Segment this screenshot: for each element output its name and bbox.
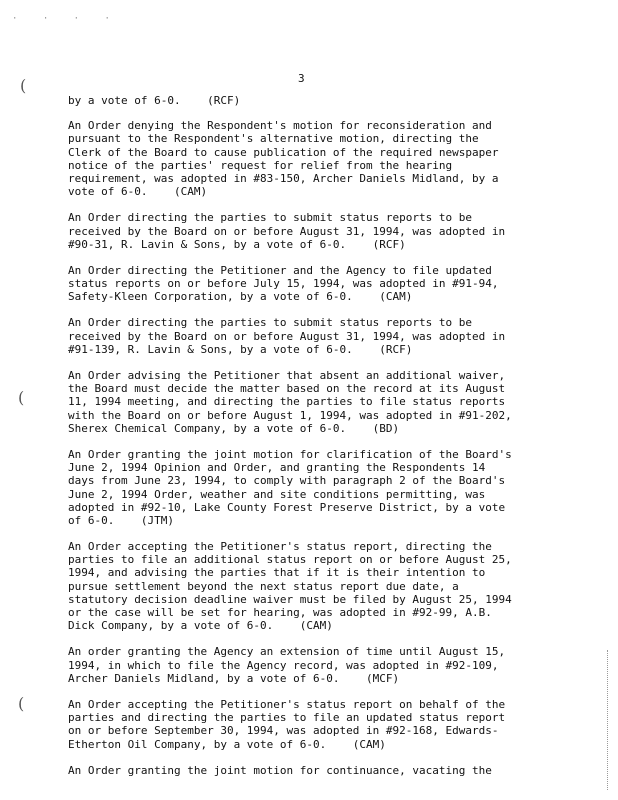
text-line: statutory decision deadline waiver must be filed by August 25, 1994 xyxy=(68,592,512,606)
order-paragraph xyxy=(68,316,542,356)
text-line: An Order accepting the Petitioner's status report on behalf of the xyxy=(68,697,506,711)
text-line: #91-139, R. Lavin & Sons, by a vote of 6-0. (RCF) xyxy=(68,342,413,356)
text-line: An Order directing the parties to submit status reports to be xyxy=(68,211,472,225)
text-line: 1994, in which to file the Agency record, was adopted in #92-109, xyxy=(68,658,499,672)
text-line: by a vote of 6-0. (RCF) xyxy=(68,94,241,107)
text-line: vote of 6-0. (CAM) xyxy=(68,185,208,199)
order-paragraph xyxy=(68,698,542,751)
text-line: June 2, 1994 Order, weather and site conditions permitting, was xyxy=(68,487,486,501)
text-line: An Order granting the joint motion for continuance, vacating the xyxy=(68,763,492,777)
text-line: Safety-Kleen Corporation, by a vote of 6-0. (CAM) xyxy=(68,290,413,304)
margin-mark-middle: ( xyxy=(18,388,25,407)
text-line: adopted in #92-10, Lake County Forest Preserve District, by a vote xyxy=(68,500,506,514)
text-line: notice of the parties' request for relief from the hearing xyxy=(68,158,453,172)
text-line: days from June 23, 1994, to comply with paragraph 2 of the Board's xyxy=(68,474,506,488)
text-line: requirement, was adopted in #83-150, Archer Daniels Midland, by a xyxy=(68,171,499,185)
text-line: An Order accepting the Petitioner's status report, directing the xyxy=(68,540,492,554)
margin-mark-bottom: ( xyxy=(18,694,25,713)
text-line: An Order advising the Petitioner that absent an additional waiver, xyxy=(68,369,506,382)
text-line: received by the Board on or before August 31, 1994, was adopted in xyxy=(68,329,506,343)
text-line: An Order directing the parties to submit status reports to be xyxy=(68,316,472,330)
text-line: Sherex Chemical Company, by a vote of 6-0. (BD) xyxy=(68,421,400,435)
order-paragraph xyxy=(68,540,542,632)
text-line: Etherton Oil Company, by a vote of 6-0. (CAM) xyxy=(68,737,386,751)
text-line: pursuant to the Respondent's alternative motion, directing the xyxy=(68,132,479,146)
order-paragraph xyxy=(68,119,542,198)
scan-artifact-dots: · · · · xyxy=(12,14,120,24)
text-line: 11, 1994 meeting, and directing the parties to file status reports xyxy=(68,395,506,409)
order-paragraph xyxy=(68,264,542,304)
text-line: with the Board on or before August 1, 1994, was adopted in #91-202, xyxy=(68,408,512,422)
text-line: An Order directing the Petitioner and the Agency to file updated xyxy=(68,263,492,277)
page-number: 3 xyxy=(298,72,305,85)
text-line: status reports on or before July 15, 1994, was adopted in #91-94, xyxy=(68,277,499,291)
text-line: received by the Board on or before August 31, 1994, was adopted in xyxy=(68,224,506,238)
text-line: #90-31, R. Lavin & Sons, by a vote of 6-0. (RCF) xyxy=(68,237,406,251)
text-line: parties to file an additional status report on or before August 25, xyxy=(68,553,512,567)
text-line: Clerk of the Board to cause publication of the required newspaper xyxy=(68,145,499,159)
text-line: June 2, 1994 Opinion and Order, and granting the Respondents 14 xyxy=(68,461,486,475)
order-paragraph xyxy=(68,94,542,107)
document-body xyxy=(68,94,542,790)
text-line: or the case will be set for hearing, was adopted in #92-99, A.B. xyxy=(68,606,492,619)
text-line: pursue settlement beyond the next status report due date, a xyxy=(68,579,459,593)
text-line: Archer Daniels Midland, by a vote of 6-0. (MCF) xyxy=(68,671,400,685)
order-paragraph xyxy=(68,448,542,527)
text-line: Dick Company, by a vote of 6-0. (CAM) xyxy=(68,619,333,633)
order-paragraph xyxy=(68,645,542,685)
text-line: An order granting the Agency an extension of time until August 15, xyxy=(68,645,506,659)
text-line: of 6-0. (JTM) xyxy=(68,513,174,527)
scan-edge-line xyxy=(607,650,609,790)
margin-mark-top: ( xyxy=(20,76,27,95)
text-line: An Order granting the joint motion for clarification of the Board's xyxy=(68,447,512,461)
text-line: 1994, and advising the parties that if it is their intention to xyxy=(68,566,486,580)
text-line: An Order denying the Respondent's motion for reconsideration and xyxy=(68,119,492,133)
text-line: on or before September 30, 1994, was adopted in #92-168, Edwards- xyxy=(68,724,499,738)
text-line: the Board must decide the matter based on the record at its August xyxy=(68,382,506,396)
order-paragraph xyxy=(68,764,542,777)
order-paragraph xyxy=(68,369,542,435)
order-paragraph xyxy=(68,211,542,251)
text-line: parties and directing the parties to file an updated status report xyxy=(68,711,506,725)
